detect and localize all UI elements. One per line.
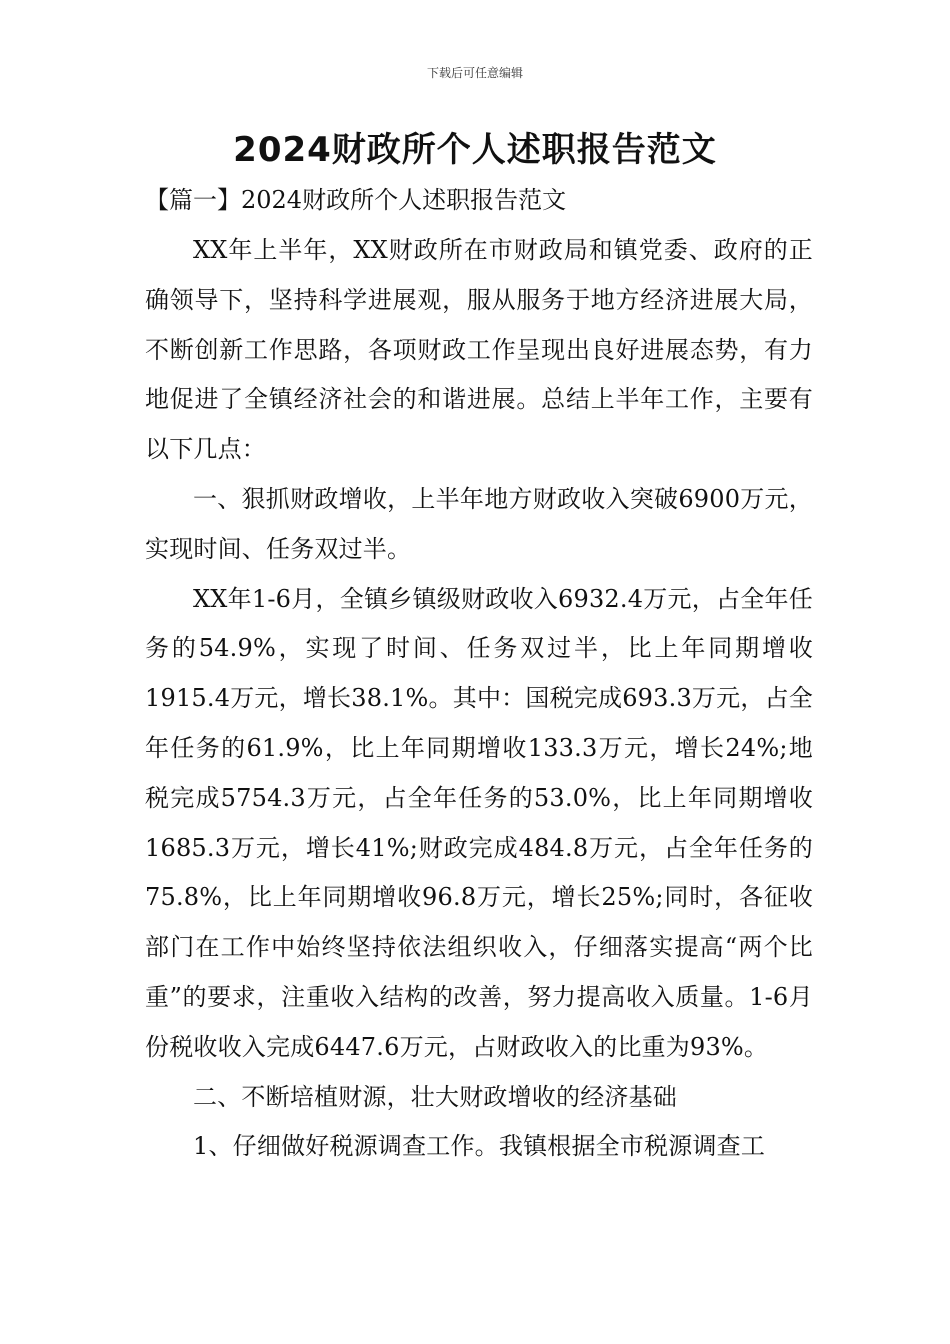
- paragraph-point-one: 一、狠抓财政增收，上半年地方财政收入突破6900万元，实现时间、任务双过半。: [145, 484, 813, 563]
- header-note: 下载后可任意编辑: [426, 66, 523, 80]
- paragraph-tax-survey: 1、仔细做好税源调查工作。我镇根据全市税源调查工: [193, 1132, 766, 1161]
- document-title: 2024财政所个人述职报告范文: [233, 130, 717, 170]
- paragraph-revenue-detail: XX年1-6月，全镇乡镇级财政收入6932.4万元，占全年任务的54.9%，实现了时间、任务双过半，比上年同期增收1915.4万元，增长38.1%。其中：国税完成693.3万元，占全年任务的61.9%，比上年同期增收133.3万元，增长24%;地税完成5754.3万元，占全年任务的53.0%，比上年同期增收1685.3万元，增长41%;财政完成484.8万元，占全年任务的75.8%，比上年同期增收96.8万元，增长25%;同时，各征收部门在工作中始终坚持依法组织收入，仔细落实提高“两个比重”的要求，注重收入结构的改善，努力提高收入质量。1-6月份税收收入完成6447.6万元，占财政收入的比重为93%。: [145, 584, 813, 1061]
- paragraph-point-two: 二、不断培植财源，壮大财政增收的经济基础: [193, 1082, 677, 1111]
- paragraph-intro: XX年上半年，XX财政所在市财政局和镇党委、政府的正确领导下，坚持科学进展观，服从服务于地方经济进展大局，不断创新工作思路，各项财政工作呈现出良好进展态势，有力地促进了全镇经济社会的和谐进展。总结上半年工作，主要有以下几点：: [145, 236, 813, 464]
- document-body: [145, 226, 813, 1172]
- section-heading: 【篇一】2024财政所个人述职报告范文: [145, 186, 567, 214]
